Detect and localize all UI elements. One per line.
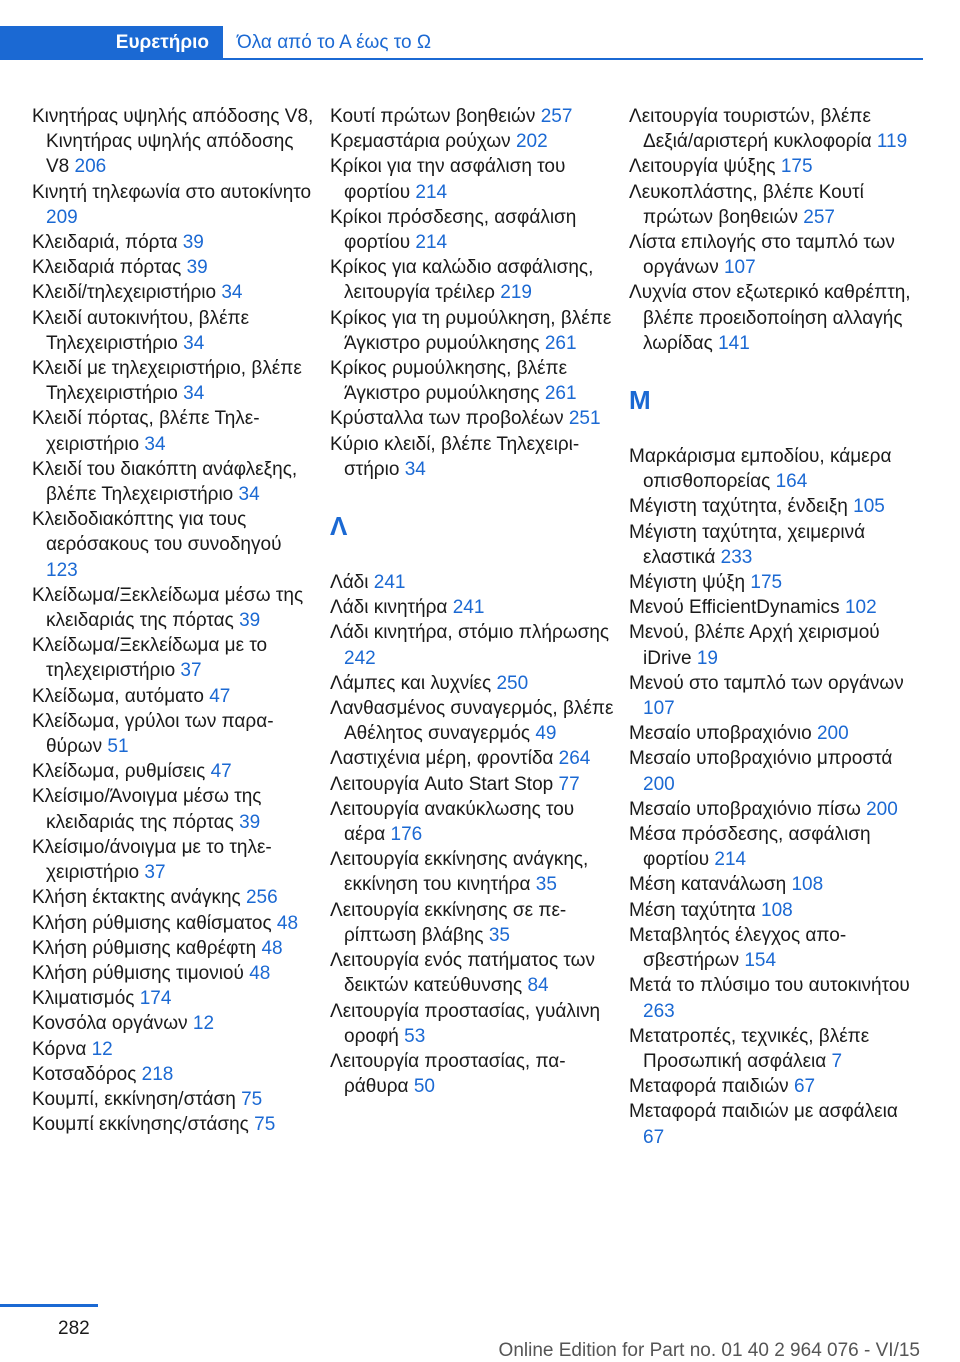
page-link[interactable]: 7 <box>831 1050 843 1072</box>
page-link[interactable]: 12 <box>91 1038 113 1060</box>
entry-text: Μέγιστη ταχύτητα, ένδειξη <box>629 496 848 518</box>
page-link[interactable]: 34 <box>144 433 166 455</box>
page-link[interactable]: 123 <box>46 559 78 581</box>
page-link[interactable]: 107 <box>643 698 675 720</box>
entry-text: Κουμπί, εκκίνηση/στάση <box>32 1088 236 1110</box>
index-entry <box>629 620 914 670</box>
section-letter: Μ <box>629 385 651 416</box>
index-entry <box>32 759 317 784</box>
index-entry <box>330 356 615 406</box>
index-entry <box>330 129 615 154</box>
edition-text: Online Edition for Part no. 01 40 2 964 076 - VI/15 <box>498 1340 920 1361</box>
index-entry <box>629 1024 914 1074</box>
entry-text: Κουτί πρώτων βοηθειών <box>330 106 536 127</box>
entry-text: Κλείδωμα, αυτόματο <box>32 685 204 707</box>
entry-text: Μέγιστη ψύξη <box>629 572 746 594</box>
page-link[interactable]: 241 <box>452 597 485 619</box>
entry-text: Κλείδωμα, ρυθμίσεις <box>32 761 206 783</box>
entry-text: Κοτσαδόρος <box>32 1063 137 1085</box>
index-entry <box>32 1011 317 1036</box>
index-entry <box>32 784 317 834</box>
entry-text: Λειτουργία τουριστών, βλέπε Δεξιά/αριστερή κυκλοφορία <box>629 106 872 153</box>
page-link[interactable]: 34 <box>183 332 205 354</box>
index-entry <box>330 671 615 696</box>
index-entry <box>330 948 615 998</box>
page-link[interactable]: 37 <box>180 660 202 682</box>
entry-text: Λευκοπλάστης, βλέπε Κουτί πρώτων βοηθειών <box>629 181 864 228</box>
index-entry <box>32 230 317 255</box>
entry-text: Κλείσιμο/Άνοιγμα μέσω της κλειδαριάς της πόρτας <box>32 786 262 833</box>
index-entry <box>32 684 317 709</box>
page-link[interactable]: 154 <box>744 950 777 972</box>
entry-text: Λάδι κινητήρα <box>330 597 448 619</box>
page-link[interactable]: 19 <box>696 647 718 669</box>
entry-text: Κινητήρας υψηλής απόδοσης V8, Κινητήρας υψηλής απόδοσης V8 <box>32 106 314 178</box>
page-link[interactable]: 67 <box>643 1126 665 1148</box>
entry-text: Μαρκάρισμα εμποδίου, κάμερα οπισθοπορείας <box>629 446 892 493</box>
index-entry <box>330 570 615 595</box>
page-link[interactable]: 50 <box>413 1076 435 1098</box>
page-link[interactable]: 219 <box>500 282 532 304</box>
entry-text: Μετά το πλύσιμο του αυτοκινήτου <box>629 975 910 997</box>
index-entry <box>629 230 914 280</box>
entry-text: Κλειδαριά πόρτας <box>32 257 182 279</box>
page-link[interactable]: 257 <box>540 106 573 127</box>
index-entry <box>32 406 317 456</box>
page-link[interactable]: 256 <box>245 887 278 909</box>
index-entry <box>330 746 615 771</box>
page-link[interactable]: 174 <box>139 988 172 1010</box>
entry-text: Μεταφορά παιδιών <box>629 1076 789 1098</box>
index-entry <box>629 1074 914 1099</box>
entry-text: Λάδι <box>330 572 369 594</box>
entry-text: Κύριο κλειδί, βλέπε Τηλεχειριστήριο <box>330 433 580 480</box>
entry-text: Μέσα πρόσδεσης, ασφάλιση φορτίου <box>629 824 871 871</box>
entry-text: Μεσαίο υποβραχιόνιο πίσω <box>629 798 861 820</box>
entry-text: Μέση κατανάλωση <box>629 874 787 896</box>
page-link[interactable]: 35 <box>535 874 557 896</box>
entry-text: Λειτουργία προστασίας, παράθυρα <box>330 1050 566 1098</box>
page-link[interactable]: 108 <box>761 899 793 921</box>
index-entry <box>330 898 615 948</box>
entry-text: Μετατροπές, τεχνικές, βλέπε Προσωπική ασφάλεια <box>629 1025 870 1072</box>
index-entry <box>32 961 317 986</box>
entry-text: Κλήση ρύθμισης καθίσματος <box>32 912 272 934</box>
index-entry <box>629 494 914 519</box>
index-entry <box>330 255 615 305</box>
index-entry <box>32 280 317 305</box>
index-entry <box>629 973 914 1023</box>
index-entry <box>629 520 914 570</box>
index-entry <box>330 205 615 255</box>
index-entry <box>629 570 914 595</box>
entry-text: Μέση ταχύτητα <box>629 899 756 921</box>
index-entry <box>629 898 914 923</box>
index-entry <box>629 746 914 796</box>
page-link[interactable]: 34 <box>183 383 205 405</box>
entry-text: Κλείδωμα/Ξεκλείδωμα μέσω της κλειδαριάς της πόρτας <box>32 584 304 632</box>
index-entry <box>629 923 914 973</box>
index-entry <box>629 154 914 179</box>
index-entry <box>629 872 914 897</box>
entry-text: Λειτουργία εκκίνησης σε περίπτωση βλάβης <box>330 899 567 946</box>
index-entry <box>330 595 615 620</box>
entry-text: Κλήση ρύθμισης καθρέφτη <box>32 937 257 959</box>
page-link[interactable]: 37 <box>144 862 166 884</box>
page-link[interactable]: 233 <box>720 546 753 568</box>
page-link[interactable]: 53 <box>404 1025 426 1047</box>
index-entry <box>32 180 317 230</box>
section-letter: Λ <box>330 511 348 542</box>
index-entry <box>32 1062 317 1087</box>
page-link[interactable]: 214 <box>415 232 448 254</box>
entry-text: Κρίκοι για την ασφάλιση του φορτίου <box>330 156 566 203</box>
index-entry <box>629 797 914 822</box>
page-link[interactable]: 214 <box>415 181 448 203</box>
index-entry <box>629 444 914 494</box>
index-entry <box>32 885 317 910</box>
entry-text: Μέγιστη ταχύτητα, χειμερινά ελαστικά <box>629 521 866 568</box>
index-entry <box>32 457 317 507</box>
entry-text: Λειτουργία προστασίας, γυάλινη οροφή <box>330 1000 601 1047</box>
page-link[interactable]: 175 <box>750 572 783 594</box>
page-link[interactable]: 77 <box>558 773 580 795</box>
entry-text: Κρύσταλλα των προβολέων <box>330 408 564 430</box>
page-link[interactable]: 164 <box>775 471 808 493</box>
page-link[interactable]: 51 <box>107 736 129 758</box>
page-link[interactable]: 176 <box>390 824 423 846</box>
page-link[interactable]: 102 <box>844 597 877 619</box>
index-entry <box>330 620 615 670</box>
index-entry <box>32 936 317 961</box>
entry-text: Μεσαίο υποβραχιόνιο μπροστά <box>629 748 893 770</box>
page-link[interactable]: 241 <box>373 572 406 594</box>
entry-text: Λειτουργία ανακύκλωσης του αέρα <box>330 798 575 846</box>
page-link[interactable]: 261 <box>544 332 577 354</box>
page-link[interactable]: 47 <box>209 685 231 707</box>
entry-text: Κουμπί εκκίνησης/στάσης <box>32 1114 249 1136</box>
entry-text: Κινητή τηλεφωνία στο αυτοκίνητο <box>32 181 312 203</box>
entry-text: Λειτουργία ψύξης <box>629 156 776 178</box>
index-entry <box>629 1099 914 1149</box>
page-link[interactable]: 35 <box>488 924 510 946</box>
entry-text: Κλείδωμα/Ξεκλείδωμα με το τηλεχειριστήριο <box>32 635 268 682</box>
page-link[interactable]: 12 <box>192 1013 215 1035</box>
entry-text: Κλειδί του διακόπτη ανάφλεξης, βλέπε Τηλεχειριστήριο <box>32 458 298 506</box>
index-entry <box>330 406 615 431</box>
entry-text: Κλειδί/τηλεχειριστήριο <box>32 282 217 304</box>
footer-rule <box>0 1304 98 1307</box>
entry-text: Μενού, βλέπε Αρχή χειρισμού iDrive <box>629 622 880 669</box>
page-link[interactable]: 49 <box>535 723 557 745</box>
index-entry <box>330 154 615 204</box>
entry-text: Κρίκος ρυμούλκησης, βλέπε Άγκιστρο ρυμούλκησης <box>330 358 568 405</box>
entry-text: Λυχνία στον εξωτερικό καθρέπτη, βλέπε προειδοποίηση αλλαγής λωρίδας <box>629 282 911 354</box>
page-link[interactable]: 200 <box>643 773 675 795</box>
page-link[interactable]: 218 <box>141 1063 174 1085</box>
page-link[interactable]: 39 <box>239 811 261 833</box>
tab-index[interactable]: Ευρετήριο <box>0 26 223 60</box>
index-entry <box>32 986 317 1011</box>
index-entry <box>629 822 914 872</box>
index-entry <box>32 583 317 633</box>
entry-text: Κόρνα <box>32 1038 87 1060</box>
entry-text: Κλειδί με τηλεχειριστήριο, βλέπε Τηλεχειριστήριο <box>32 358 302 405</box>
index-entry <box>32 255 317 280</box>
entry-text: Λίστα επιλογής στο ταμπλό των οργάνων <box>629 232 895 279</box>
entry-text: Λαστιχένια μέρη, φροντίδα <box>330 748 554 770</box>
index-entry <box>330 1049 615 1099</box>
entry-text: Μενού στο ταμπλό των οργάνων <box>629 672 904 694</box>
page-link[interactable]: 202 <box>515 131 548 153</box>
index-entry <box>330 999 615 1049</box>
index-entry <box>330 306 615 356</box>
entry-text: Λειτουργία ενός πατήματος των δεικτών κατεύθυνσης <box>330 950 595 997</box>
page-link[interactable]: 48 <box>249 962 271 984</box>
index-entry <box>32 104 317 180</box>
page-link[interactable]: 75 <box>254 1114 276 1136</box>
entry-text: Λανθασμένος συναγερμός, βλέπε Αθέλητος συναγερμός <box>330 698 614 745</box>
entry-text: Λάδι κινητήρα, στόμιο πλήρωσης <box>330 622 610 644</box>
page-link[interactable]: 47 <box>210 761 232 783</box>
page-link[interactable]: 214 <box>714 849 747 871</box>
entry-text: Λάμπες και λυχνίες <box>330 672 492 694</box>
page-link[interactable]: 84 <box>527 975 549 997</box>
page-link[interactable]: 67 <box>793 1076 816 1098</box>
index-entry <box>629 104 914 154</box>
index-entry <box>32 507 317 583</box>
index-entry <box>330 847 615 897</box>
entry-text: Κλήση έκτακτης ανάγκης <box>32 887 241 909</box>
page-link[interactable]: 263 <box>643 1000 675 1022</box>
index-entry <box>32 709 317 759</box>
index-entry <box>629 280 914 356</box>
index-entry <box>330 696 615 746</box>
page-link[interactable]: 48 <box>261 937 283 959</box>
entry-text: Κλήση ρύθμισης τιμονιού <box>32 962 244 984</box>
page-link[interactable]: 119 <box>876 131 908 153</box>
entry-text: Λειτουργία Auto Start Stop <box>330 773 554 795</box>
page-link[interactable]: 34 <box>221 282 243 304</box>
entry-text: Μεταβλητός έλεγχος αποσβεστήρων <box>629 924 847 972</box>
header-underline <box>223 58 923 60</box>
page-link[interactable]: 75 <box>241 1088 263 1110</box>
entry-text: Κλειδί πόρτας, βλέπε Τηλεχειριστήριο <box>32 408 260 455</box>
index-entry <box>32 911 317 936</box>
index-entry <box>330 432 615 482</box>
index-entry <box>629 180 914 230</box>
page-link[interactable]: 209 <box>46 206 78 228</box>
index-entry <box>32 1087 317 1112</box>
index-entry <box>330 772 615 797</box>
page-link[interactable]: 242 <box>344 647 376 669</box>
entry-text: Μεσαίο υποβραχιόνιο <box>629 723 812 745</box>
page-link[interactable]: 39 <box>182 232 204 254</box>
index-entry <box>32 1037 317 1062</box>
index-entry <box>330 104 615 129</box>
index-entry <box>629 721 914 746</box>
entry-text: Κονσόλα οργάνων <box>32 1013 188 1035</box>
index-entry <box>32 1112 317 1137</box>
page-link[interactable]: 206 <box>74 156 107 178</box>
entry-text: Κλείδωμα, γρύλοι των παραθύρων <box>32 710 274 758</box>
index-entry <box>32 306 317 356</box>
page-link[interactable]: 48 <box>276 912 299 934</box>
page-link[interactable]: 34 <box>238 484 260 506</box>
index-entry <box>32 835 317 885</box>
page-link[interactable]: 257 <box>803 206 835 228</box>
entry-text: Κλειδί αυτοκινήτου, βλέπε Τηλεχειριστήριο <box>32 307 250 354</box>
entry-text: Λειτουργία εκκίνησης ανάγκης, εκκίνηση του κινητήρα <box>330 849 589 896</box>
header-bar <box>0 0 960 60</box>
page-link[interactable]: 105 <box>853 496 885 518</box>
index-entry <box>629 595 914 620</box>
entry-text: Κρίκοι πρόσδεσης, ασφάλιση φορτίου <box>330 206 577 254</box>
page-link[interactable]: 175 <box>780 156 813 178</box>
entry-text: Κλείσιμο/άνοιγμα με το τηλεχειριστήριο <box>32 836 272 884</box>
page-link[interactable]: 200 <box>816 723 849 745</box>
index-entry <box>629 671 914 721</box>
page-link[interactable]: 200 <box>866 798 898 820</box>
entry-text: Κλειδαριά, πόρτα <box>32 232 178 254</box>
page-link[interactable]: 108 <box>791 874 824 896</box>
page-link[interactable]: 250 <box>496 672 529 694</box>
page-link[interactable]: 251 <box>568 408 601 430</box>
index-entry <box>330 797 615 847</box>
entry-text: Κλειδοδιακόπτης για τους αερόσακους του συνοδηγού <box>32 509 282 556</box>
index-column-2 <box>330 104 615 1099</box>
page-link[interactable]: 261 <box>544 383 577 405</box>
entry-text: Κρεμαστάρια ρούχων <box>330 131 511 153</box>
index-entry <box>32 356 317 406</box>
entry-text: Κρίκος για καλώδιο ασφάλισης, λειτουργία τρέιλερ <box>330 257 594 304</box>
page-link[interactable]: 39 <box>239 610 261 632</box>
entry-text: Κλιματισμός <box>32 988 135 1010</box>
index-column-1 <box>32 104 317 1137</box>
page-link[interactable]: 39 <box>186 257 208 279</box>
tab-a-to-z[interactable]: Όλα από το Α έως το Ω <box>237 32 432 53</box>
page-link[interactable]: 107 <box>723 257 756 279</box>
index-column-3 <box>629 104 914 1150</box>
page-link[interactable]: 34 <box>404 458 426 480</box>
entry-text: Μεταφορά παιδιών με ασφάλεια <box>629 1101 898 1123</box>
entry-text: Μενού EfficientDynamics <box>629 597 840 619</box>
page-link[interactable]: 264 <box>558 748 591 770</box>
index-entry <box>32 633 317 683</box>
entry-text: Κρίκος για τη ρυμούλκηση, βλέπε Άγκιστρο ρυμούλκησης <box>330 307 612 354</box>
page-number: 282 <box>58 1318 90 1339</box>
page-link[interactable]: 141 <box>718 332 750 354</box>
